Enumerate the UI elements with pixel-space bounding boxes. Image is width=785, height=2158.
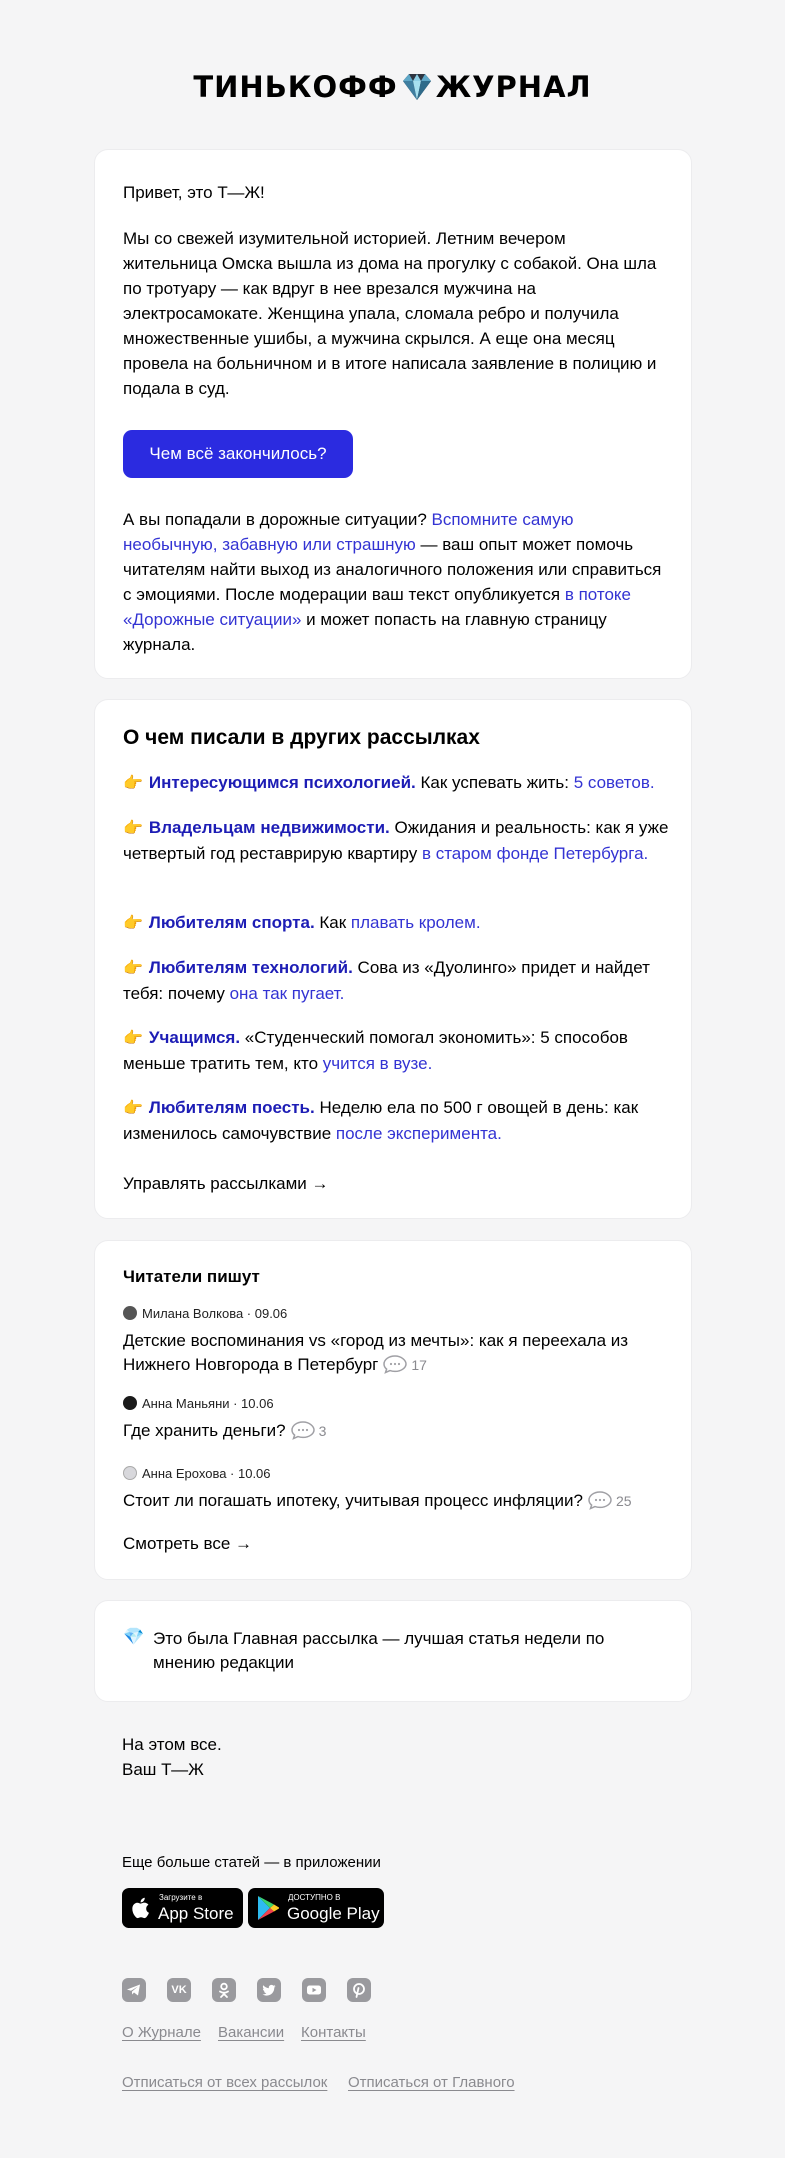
list-item bbox=[123, 910, 673, 936]
pointing-hand-icon: 👉 bbox=[123, 820, 143, 837]
avatar bbox=[123, 1396, 137, 1410]
story-cta-button[interactable]: Чем всё закончилось? bbox=[123, 430, 353, 478]
list-item bbox=[123, 770, 673, 796]
app-store-small: Загрузите в bbox=[159, 1893, 203, 1902]
logo-text-right: ЖУРНАЛ bbox=[435, 70, 592, 104]
author-name-date: Анна Ерохова · 10.06 bbox=[142, 1466, 271, 1481]
contribute-text-a: А вы попадали в дорожные ситуации? bbox=[123, 510, 432, 529]
list-item bbox=[123, 815, 673, 866]
contribute-paragraph bbox=[123, 507, 663, 657]
post-title: Детские воспоминания vs «город из мечты»: как я переехала из Нижнего Новгорода в Петербург bbox=[123, 1331, 629, 1374]
unsubscribe-main-link[interactable]: Отписаться от Главного bbox=[348, 2074, 515, 2091]
reader-post-link[interactable] bbox=[123, 1329, 653, 1377]
google-play-big: Google Play bbox=[287, 1904, 380, 1923]
avatar bbox=[123, 1306, 137, 1320]
item-keyword: Любителям технологий. bbox=[148, 958, 353, 977]
list-item bbox=[123, 1095, 673, 1146]
item-text: Неделю ела по 500 г овощей в день: как изменилось самочувствие bbox=[123, 1098, 639, 1143]
logo[interactable] bbox=[0, 70, 785, 104]
google-play-button[interactable] bbox=[248, 1888, 384, 1928]
road-situations-link[interactable]: в потоке «Дорожные ситуации» bbox=[123, 585, 632, 629]
youtube-icon[interactable] bbox=[302, 1978, 326, 2002]
pointing-hand-icon: 👉 bbox=[123, 775, 143, 792]
comment-icon bbox=[587, 1490, 613, 1510]
item-text: Ожидания и реальность: как я уже четвертый год реставрирую квартиру bbox=[123, 818, 669, 863]
item-keyword: Любителям поесть. bbox=[148, 1098, 315, 1117]
about-link[interactable]: О Журнале bbox=[122, 2024, 201, 2041]
post-title: Где хранить деньги? bbox=[123, 1421, 286, 1440]
app-store-big: App Store bbox=[158, 1904, 234, 1923]
post-author bbox=[123, 1465, 271, 1483]
google-play-icon bbox=[256, 1895, 280, 1921]
item-text: «Студенческий помогал экономить»: 5 способов меньше тратить тем, кто bbox=[123, 1028, 628, 1073]
list-item bbox=[123, 1025, 673, 1076]
diamond-emoji-icon: 💎 bbox=[123, 1627, 145, 1646]
comment-count: 25 bbox=[615, 1493, 632, 1509]
reader-post-link[interactable] bbox=[123, 1419, 653, 1443]
vk-icon[interactable]: VK bbox=[167, 1978, 191, 2002]
item-text: Как bbox=[314, 913, 351, 932]
other-newsletters-card bbox=[94, 699, 692, 1219]
item-keyword: Интересующимся психологией. bbox=[148, 773, 416, 792]
manage-subscriptions-link[interactable]: Управлять рассылками → bbox=[123, 1174, 329, 1193]
list-item bbox=[123, 955, 673, 1006]
item-keyword: Любителям спорта. bbox=[148, 913, 315, 932]
jobs-link[interactable]: Вакансии bbox=[218, 2024, 285, 2041]
item-link[interactable]: она так пугает. bbox=[229, 984, 345, 1003]
item-keyword: Учащимся. bbox=[148, 1028, 241, 1047]
comment-icon bbox=[290, 1420, 316, 1440]
avatar bbox=[123, 1466, 137, 1480]
apps-title: Еще больше статей — в приложении bbox=[122, 1854, 381, 1871]
signoff-line-1: На этом все. bbox=[122, 1735, 222, 1754]
pointing-hand-icon: 👉 bbox=[123, 1100, 143, 1117]
post-author bbox=[123, 1305, 287, 1323]
item-text: Сова из «Дуолинго» придет и найдет тебя: почему bbox=[123, 958, 650, 1003]
ok-icon[interactable] bbox=[212, 1978, 236, 2002]
signoff-line-2: Ваш Т—Ж bbox=[122, 1760, 204, 1779]
comment-count: 17 bbox=[411, 1357, 427, 1373]
google-play-small: ДОСТУПНО В bbox=[288, 1893, 341, 1902]
greeting: Привет, это Т—Ж! bbox=[123, 183, 265, 202]
share-story-link[interactable]: Вспомните самую необычную, забавную или страшную bbox=[123, 510, 574, 554]
note-text: Это была Главная рассылка — лучшая статья недели по мнению редакции bbox=[153, 1629, 605, 1672]
item-link[interactable]: плавать кролем. bbox=[350, 913, 481, 932]
item-link[interactable]: после эксперимента. bbox=[335, 1124, 502, 1143]
intro-card bbox=[94, 149, 692, 679]
item-link[interactable]: учится в вузе. bbox=[322, 1054, 433, 1073]
app-store-button[interactable] bbox=[122, 1888, 243, 1928]
logo-text-left: ТИНЬКОФФ bbox=[193, 70, 398, 104]
item-keyword: Владельцам недвижимости. bbox=[148, 818, 390, 837]
author-name-date: Милана Волкова · 09.06 bbox=[142, 1306, 288, 1321]
unsubscribe-all-link[interactable]: Отписаться от всех рассылок bbox=[122, 2074, 328, 2091]
contribute-text-b: — ваш опыт может помочь читателям найти выход из аналогичного положения или справиться с эмоциями. После модерации ваш текст опубликуется bbox=[123, 535, 662, 604]
contribute-text-c: и может попасть на главную страницу журнала. bbox=[123, 610, 607, 654]
telegram-icon[interactable] bbox=[122, 1978, 146, 2002]
apple-icon bbox=[131, 1895, 153, 1921]
twitter-icon[interactable] bbox=[257, 1978, 281, 2002]
readers-card bbox=[94, 1240, 692, 1580]
diamond-icon bbox=[400, 72, 434, 102]
pointing-hand-icon: 👉 bbox=[123, 1030, 143, 1047]
pointing-hand-icon: 👉 bbox=[123, 960, 143, 977]
pinterest-icon[interactable] bbox=[347, 1978, 371, 2002]
section-title: Читатели пишут bbox=[123, 1267, 260, 1286]
story-paragraph: Мы со свежей изумительной историей. Летним вечером жительница Омска вышла из дома на прогулку с собакой. Она шла по тротуару — как вдруг в нее врезался мужчина на электросамокате. Женщина упала, сломала ребро и получила множественные ушибы, а мужчина скрылся. А еще она месяц провела на больничном и в итоге написала заявление в полицию и подала в суд. bbox=[123, 229, 657, 398]
see-all-link[interactable]: Смотреть все → bbox=[123, 1534, 253, 1553]
item-link[interactable]: в старом фонде Петербурга. bbox=[421, 844, 649, 863]
contacts-link[interactable]: Контакты bbox=[301, 2024, 366, 2041]
item-link[interactable]: 5 советов. bbox=[573, 773, 655, 792]
pointing-hand-icon: 👉 bbox=[123, 915, 143, 932]
post-title: Стоит ли погашать ипотеку, учитывая процесс инфляции? bbox=[123, 1491, 583, 1510]
item-text: Как успевать жить: bbox=[415, 773, 574, 792]
main-newsletter-note bbox=[94, 1600, 692, 1702]
post-author bbox=[123, 1395, 274, 1413]
author-name-date: Анна Маньяни · 10.06 bbox=[142, 1396, 274, 1411]
comment-count: 3 bbox=[318, 1423, 327, 1439]
reader-post-link[interactable] bbox=[123, 1489, 653, 1513]
comment-icon bbox=[382, 1354, 408, 1374]
section-title: О чем писали в других рассылках bbox=[123, 726, 480, 749]
